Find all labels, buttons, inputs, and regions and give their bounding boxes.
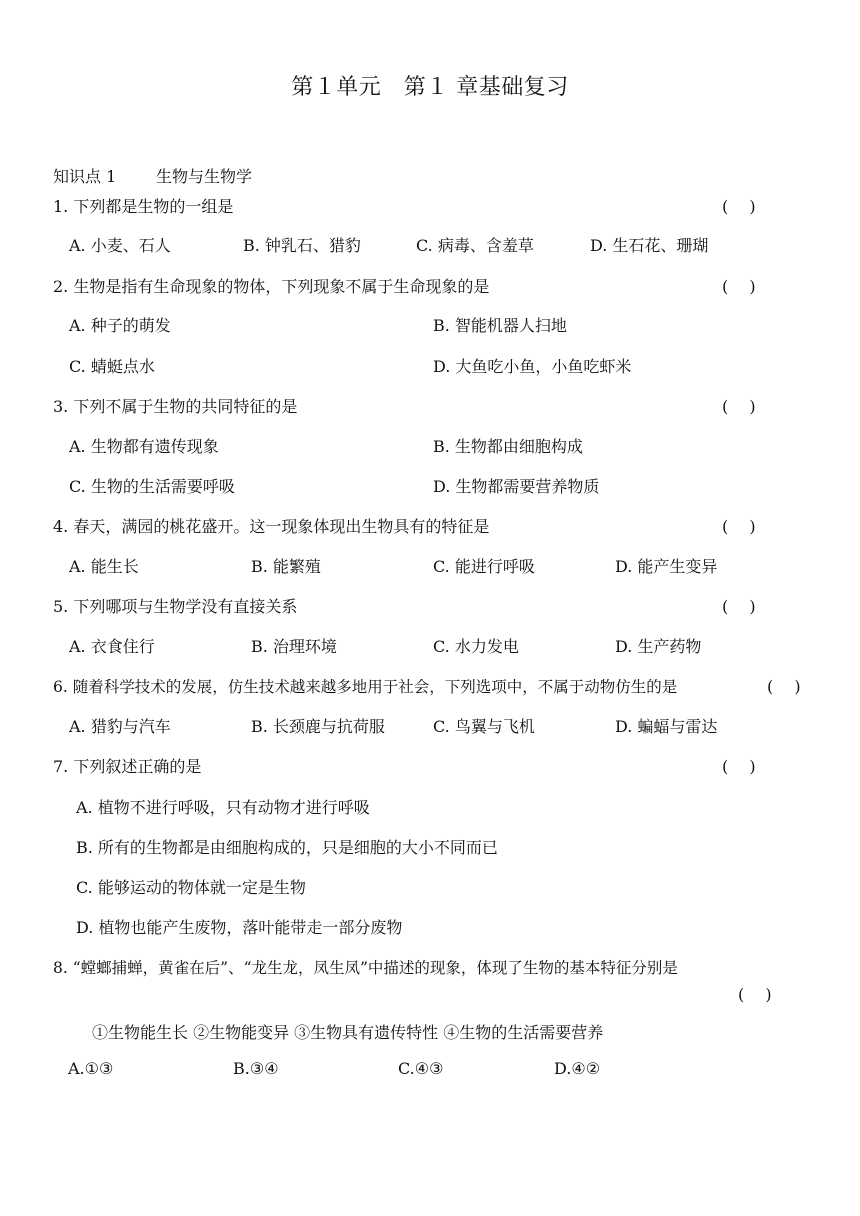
q4-option-d: D. 能产生变异 (615, 557, 718, 576)
section-label: 知识点 1 (53, 167, 117, 186)
q7-option-b: B. 所有的生物都是由细胞构成的，只是细胞的大小不同而已 (76, 838, 498, 857)
answer-blank-1[interactable]: ( ) (722, 197, 756, 216)
q5-option-c: C. 水力发电 (433, 637, 519, 656)
q2-option-c: C. 蜻蜓点水 (69, 357, 155, 376)
q1-option-a: A. 小麦、石人 (69, 236, 171, 255)
question-2-stem: 2. 生物是指有生命现象的物体，下列现象不属于生命现象的是 (53, 277, 490, 296)
q7-option-d: D. 植物也能产生废物，落叶能带走一部分废物 (76, 918, 403, 937)
q2-option-b: B. 智能机器人扫地 (433, 316, 567, 335)
q3-option-d: D. 生物都需要营养物质 (433, 477, 600, 496)
q2-option-d: D. 大鱼吃小鱼，小鱼吃虾米 (433, 357, 632, 376)
q1-option-d: D. 生石花、珊瑚 (590, 236, 709, 255)
q8-option-b: B.③④ (233, 1059, 279, 1078)
question-6-stem: 6. 随着科学技术的发展，仿生技术越来越多地用于社会，下列选项中，不属于动物仿生的是 (53, 678, 678, 696)
q6-option-c: C. 鸟翼与飞机 (433, 717, 535, 736)
q5-option-b: B. 治理环境 (251, 637, 337, 656)
answer-blank-2[interactable]: ( ) (722, 277, 756, 296)
answer-blank-8[interactable]: ( ) (738, 985, 772, 1004)
q3-option-b: B. 生物都由细胞构成 (433, 437, 583, 456)
q8-option-d: D.④② (554, 1059, 601, 1078)
q4-option-b: B. 能繁殖 (251, 557, 321, 576)
answer-blank-5[interactable]: ( ) (722, 597, 756, 616)
answer-blank-3[interactable]: ( ) (722, 397, 756, 416)
q6-option-d: D. 蝙蝠与雷达 (615, 717, 718, 736)
q5-option-a: A. 衣食住行 (69, 637, 155, 656)
answer-blank-6[interactable]: ( ) (767, 677, 801, 696)
answer-blank-7[interactable]: ( ) (722, 757, 756, 776)
q4-option-c: C. 能进行呼吸 (433, 557, 535, 576)
question-4-stem: 4. 春天，满园的桃花盛开。这一现象体现出生物具有的特征是 (53, 517, 490, 536)
q8-statements: ①生物能生长 ②生物能变异 ③生物具有遗传特性 ④生物的生活需要营养 (92, 1023, 604, 1042)
question-7-stem: 7. 下列叙述正确的是 (53, 757, 202, 776)
q6-option-b: B. 长颈鹿与抗荷服 (251, 717, 385, 736)
q8-option-a: A.①③ (68, 1059, 114, 1078)
q3-option-c: C. 生物的生活需要呼吸 (69, 477, 235, 496)
q8-option-c: C.④③ (398, 1059, 444, 1078)
q1-option-c: C. 病毒、含羞草 (416, 236, 534, 255)
question-8-stem: 8. “螳螂捕蝉，黄雀在后”、“龙生龙，凤生凤”中描述的现象，体现了生物的基本特征分别是 (53, 959, 678, 977)
q2-option-a: A. 种子的萌发 (69, 316, 171, 335)
q5-option-d: D. 生产药物 (615, 637, 702, 656)
section-name: 生物与生物学 (156, 167, 253, 186)
question-3-stem: 3. 下列不属于生物的共同特征的是 (53, 397, 298, 416)
q3-option-a: A. 生物都有遗传现象 (69, 437, 219, 456)
answer-blank-4[interactable]: ( ) (722, 517, 756, 536)
q1-option-b: B. 钟乳石、猎豹 (243, 236, 361, 255)
q4-option-a: A. 能生长 (69, 557, 139, 576)
question-5-stem: 5. 下列哪项与生物学没有直接关系 (53, 597, 298, 616)
page-title: 第１单元 第１ 章基础复习 (291, 75, 569, 100)
q6-option-a: A. 猎豹与汽车 (69, 717, 171, 736)
q7-option-c: C. 能够运动的物体就一定是生物 (76, 878, 306, 897)
q7-option-a: A. 植物不进行呼吸，只有动物才进行呼吸 (76, 798, 370, 817)
question-1-stem: 1. 下列都是生物的一组是 (53, 197, 234, 216)
